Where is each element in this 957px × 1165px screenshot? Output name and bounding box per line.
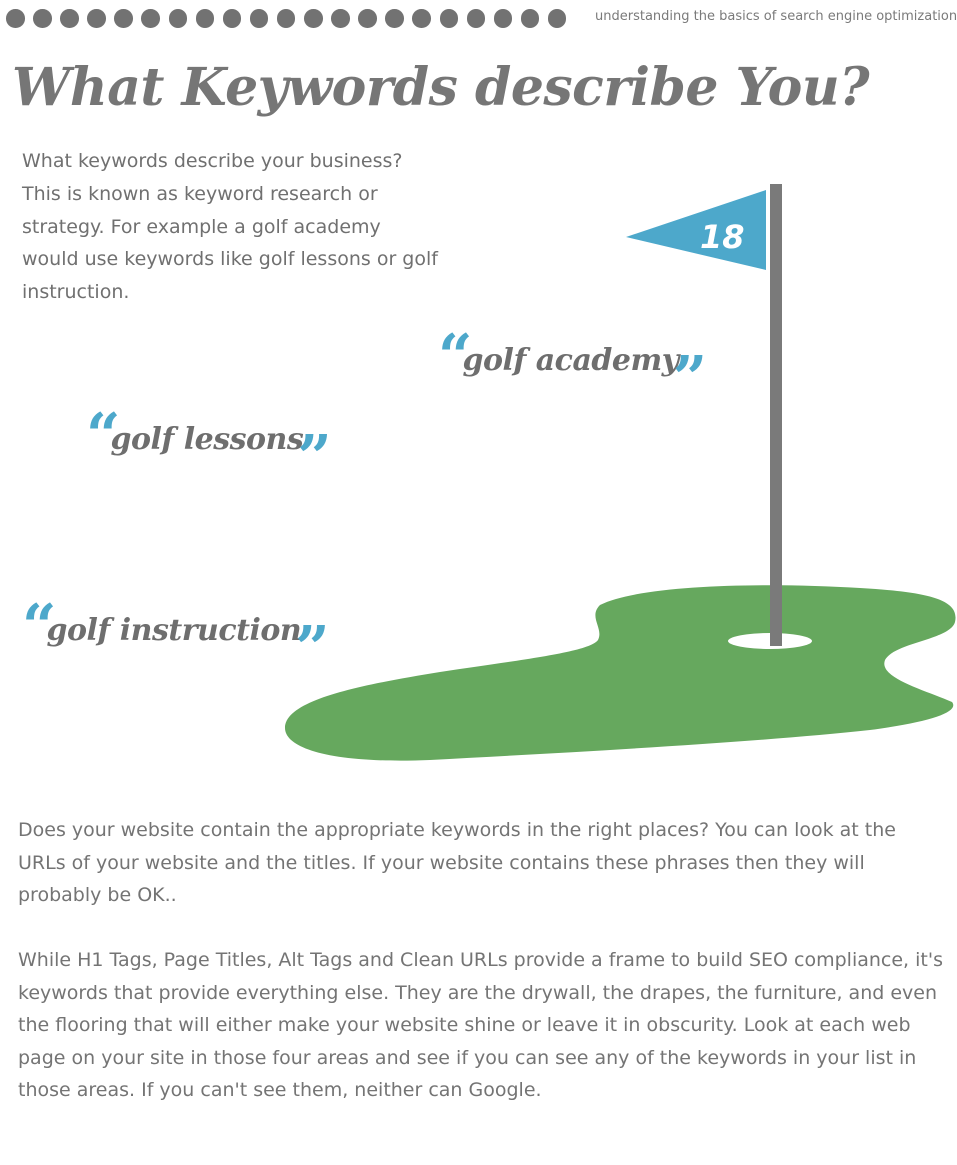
keyword-golf-instruction — [22, 592, 330, 684]
body-paragraph-1: Does your website contain the appropriate keywords in the right places? You can look at the URLs of your website and the titles. If your website contains these phrases then they will probably be OK.. — [18, 819, 896, 906]
page-title: What Keywords describe You? — [12, 57, 870, 118]
header-caption: understanding the basics of search engine optimization — [595, 9, 957, 24]
open-quote: “ — [438, 322, 473, 392]
open-quote: “ — [22, 592, 57, 662]
keyword-text: golf lessons — [110, 422, 304, 457]
keyword-golf-lessons — [86, 401, 332, 493]
flag-pole — [770, 184, 782, 646]
flag-pennant — [626, 190, 766, 270]
intro-paragraph: What keywords describe your business? This is known as keyword research or strategy. For example a golf academy would use keywords like golf lessons or golf instruction. — [22, 150, 438, 304]
open-quote: “ — [86, 401, 121, 471]
body-paragraph-2: While H1 Tags, Page Titles, Alt Tags and Clean URLs provide a frame to build SEO compliance, it's keywords that provide everything else. They are the drywall, the drapes, the furniture, and even the flooring that will either make your website shine or leave it in obscurity. Look at each web page on your site in those four areas and see if you can see any of the keywords in your list in those areas. If you can't see them, neither can Google. — [18, 949, 943, 1101]
close-quote: ” — [295, 614, 330, 684]
putting-green-shape — [285, 585, 956, 760]
flag-number: 18 — [700, 218, 745, 256]
close-quote: ” — [297, 423, 332, 493]
keyword-text: golf academy — [462, 343, 679, 378]
keyword-text: golf instruction — [46, 613, 302, 648]
close-quote: ” — [672, 344, 708, 414]
keyword-golf-academy — [438, 322, 708, 414]
